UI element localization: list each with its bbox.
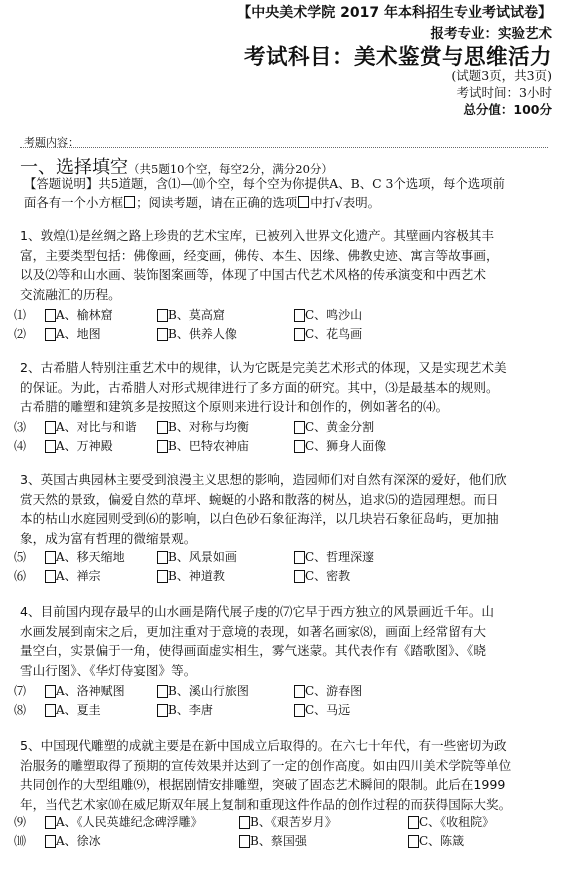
page-count: (试题3页，共3页) (451, 68, 552, 83)
question-line: 的保证。为此，古希腊人对形式规律进行了多方面的研究。其中，⑶是最基本的规则。 (20, 379, 499, 395)
option-checkbox[interactable] (45, 421, 56, 434)
option-checkbox[interactable] (45, 309, 56, 322)
question-line: 量空白，实景偏于一角，使得画面虚实相生，雾气迷蒙。其代表作有《踏歌图》、《晓 (20, 643, 486, 658)
option-a: A、《人民英雄纪念碑浮雕》 (56, 815, 203, 829)
option-checkbox[interactable] (45, 835, 56, 848)
option-checkbox[interactable] (157, 685, 168, 698)
option-b: B、巴特农神庙 (168, 439, 249, 453)
question-line: 象，成为富有哲理的微缩景观。 (20, 530, 197, 546)
option-c: C、陈箴 (419, 834, 465, 848)
option-a: A、移天缩地 (56, 550, 125, 564)
option-row-9 (14, 813, 562, 833)
question-line: 治服务的雕塑取得了预期的宣传效果并达到了一定的创作高度。如由四川美术学院等单位 (20, 757, 512, 773)
question-line: 雪山行图》、《华灯侍宴图》等。 (20, 662, 197, 678)
option-c: C、哲理深邃 (305, 550, 375, 564)
option-b: B、《艰苦岁月》 (250, 815, 337, 829)
option-checkbox[interactable] (45, 816, 56, 829)
option-c: C、马远 (305, 703, 351, 717)
blank-number: ⑽ (14, 834, 27, 848)
option-b: B、溪山行旅图 (168, 684, 249, 698)
option-row-10 (14, 832, 562, 852)
question-line: 本的枯山水庭园则受到⑹的影响，以白色砂石象征海洋，以几块岩石象征岛屿，更加抽 (20, 511, 499, 526)
option-c: C、黄金分割 (305, 420, 375, 434)
question-line: 5、中国现代雕塑的成就主要是在新中国成立后取得的。在六七十年代，有一些密切为政 (20, 738, 507, 753)
option-row-8 (14, 701, 562, 721)
option-b: B、风景如画 (168, 550, 237, 564)
option-checkbox[interactable] (294, 551, 305, 564)
option-a: A、对比与和谐 (56, 420, 137, 434)
option-checkbox[interactable] (294, 309, 305, 322)
instructions-line-1: 【答题说明】共5道题，含⑴—⑽个空，每个空为你提供A、B、C 3个选项，每个选项前 (24, 176, 505, 191)
option-checkbox[interactable] (157, 704, 168, 717)
option-checkbox[interactable] (45, 551, 56, 564)
option-checkbox[interactable] (408, 835, 419, 848)
question-line: 赏天然的景致，偏爱自然的草坪、蜿蜒的小路和散落的树丛，追求⑸的造园理想。而日 (20, 491, 499, 507)
option-b: B、对称与均衡 (168, 420, 249, 434)
question-line: 4、目前国内现存最早的山水画是隋代展子虔的⑺它早于西方独立的风景画近千年。山 (20, 604, 494, 619)
option-row-2 (14, 325, 562, 345)
option-row-6 (14, 567, 562, 587)
blank-number: ⑸ (14, 550, 27, 564)
option-a: A、徐冰 (56, 834, 101, 848)
option-a: A、万神殿 (56, 439, 113, 453)
question-5-text (20, 736, 554, 814)
question-line: 交流融汇的历程。 (20, 286, 121, 302)
option-a: A、榆林窟 (56, 308, 113, 322)
question-line: 富，主要类型包括：佛像画，经变画，佛传、本生、因缘、佛教史迹、寓言等故事画， (20, 247, 499, 263)
total-score: 总分值：100分 (463, 102, 552, 117)
exam-title: 【中央美术学院 2017 年本科招生专业考试试卷】 (237, 5, 552, 21)
option-checkbox[interactable] (45, 328, 56, 341)
blank-number: ⑼ (14, 815, 27, 829)
question-line: 年，当代艺术家⑽在威尼斯双年展上复制和重现这件作品的创作过程的而获得国际大奖。 (20, 796, 512, 812)
section-note: （共5题10个空，每空2分，满分20分） (128, 162, 333, 176)
option-c: C、游春图 (305, 684, 363, 698)
option-checkbox[interactable] (239, 835, 250, 848)
option-a: A、禅宗 (56, 569, 101, 583)
option-b: B、蔡国强 (250, 834, 307, 848)
blank-number: ⑻ (14, 703, 27, 717)
option-row-3 (14, 418, 562, 438)
option-b: B、李唐 (168, 703, 213, 717)
option-b: B、神道教 (168, 569, 225, 583)
blank-number: ⑴ (14, 308, 27, 322)
option-c: C、《收租院》 (419, 815, 495, 829)
question-line: 以及⑵等和山水画、装饰图案画等，体现了中国古代艺术风格的传承演变和中西艺术 (20, 267, 486, 282)
checkbox-sample (298, 196, 309, 208)
option-a: A、夏圭 (56, 703, 101, 717)
question-line: 古希腊的雕塑和建筑多是按照这个原则来进行设计和创作的，例如著名的⑷。 (20, 399, 449, 414)
option-b: B、供养人像 (168, 327, 237, 341)
option-checkbox[interactable] (294, 328, 305, 341)
checkbox-sample (124, 196, 135, 208)
question-line: 1、敦煌⑴是丝绸之路上珍贵的艺术宝库，已被列入世界文化遗产。其壁画内容极其丰 (20, 228, 494, 243)
option-checkbox[interactable] (45, 704, 56, 717)
question-1-text (20, 226, 554, 304)
option-a: A、地图 (56, 327, 101, 341)
option-checkbox[interactable] (157, 421, 168, 434)
instructions-line-2: 面各有一个小方框 ；阅读考题，请在正确的选项 中打√表明。 (24, 195, 381, 210)
option-row-4 (14, 437, 562, 457)
major-label: 报考专业：实验艺术 (430, 26, 552, 42)
section-title: 一、选择填空 (20, 157, 128, 178)
option-checkbox[interactable] (45, 685, 56, 698)
content-label: 考题内容： (24, 136, 79, 149)
option-b: B、莫高窟 (168, 308, 225, 322)
option-checkbox[interactable] (294, 570, 305, 583)
option-c: C、鸣沙山 (305, 308, 363, 322)
option-checkbox[interactable] (408, 816, 419, 829)
subject-title: 考试科目：美术鉴赏与思维活力 (243, 45, 552, 70)
blank-number: ⑺ (14, 684, 27, 698)
question-line: 共同创作的大型组雕⑼，根据剧情安排雕塑，突破了固态艺术瞬间的限制。此后在1999 (20, 777, 506, 792)
exam-time: 考试时间：3小时 (456, 85, 552, 100)
option-c: C、密教 (305, 569, 351, 583)
option-checkbox[interactable] (157, 328, 168, 341)
option-checkbox[interactable] (157, 570, 168, 583)
option-checkbox[interactable] (157, 309, 168, 322)
option-checkbox[interactable] (294, 704, 305, 717)
option-row-7 (14, 682, 562, 702)
blank-number: ⑶ (14, 420, 27, 434)
option-checkbox[interactable] (45, 570, 56, 583)
question-2-text (20, 358, 554, 417)
divider (20, 147, 548, 148)
option-c: C、狮身人面像 (305, 439, 387, 453)
option-checkbox[interactable] (157, 440, 168, 453)
blank-number: ⑵ (14, 327, 27, 341)
question-line: 3、英国古典园林主要受到浪漫主义思想的影响，造园师们对自然有深深的爱好，他们欣 (20, 472, 507, 487)
question-4-text (20, 602, 554, 680)
option-row-5 (14, 548, 562, 568)
question-line: 2、古希腊人特别注重艺术中的规律，认为它既是完美艺术形式的体现，又是实现艺术美 (20, 360, 507, 375)
option-checkbox[interactable] (294, 421, 305, 434)
question-line: 水画发展到南宋之后，更加注重对于意境的表现，如著名画家⑻，画面上经常留有大 (20, 623, 486, 639)
option-checkbox[interactable] (294, 440, 305, 453)
option-checkbox[interactable] (157, 551, 168, 564)
option-checkbox[interactable] (294, 685, 305, 698)
option-checkbox[interactable] (239, 816, 250, 829)
option-c: C、花鸟画 (305, 327, 363, 341)
option-row-1 (14, 306, 562, 326)
option-checkbox[interactable] (45, 440, 56, 453)
blank-number: ⑷ (14, 439, 27, 453)
option-a: A、洛神赋图 (56, 684, 125, 698)
blank-number: ⑹ (14, 569, 27, 583)
instructions (24, 174, 552, 212)
question-3-text (20, 470, 554, 548)
